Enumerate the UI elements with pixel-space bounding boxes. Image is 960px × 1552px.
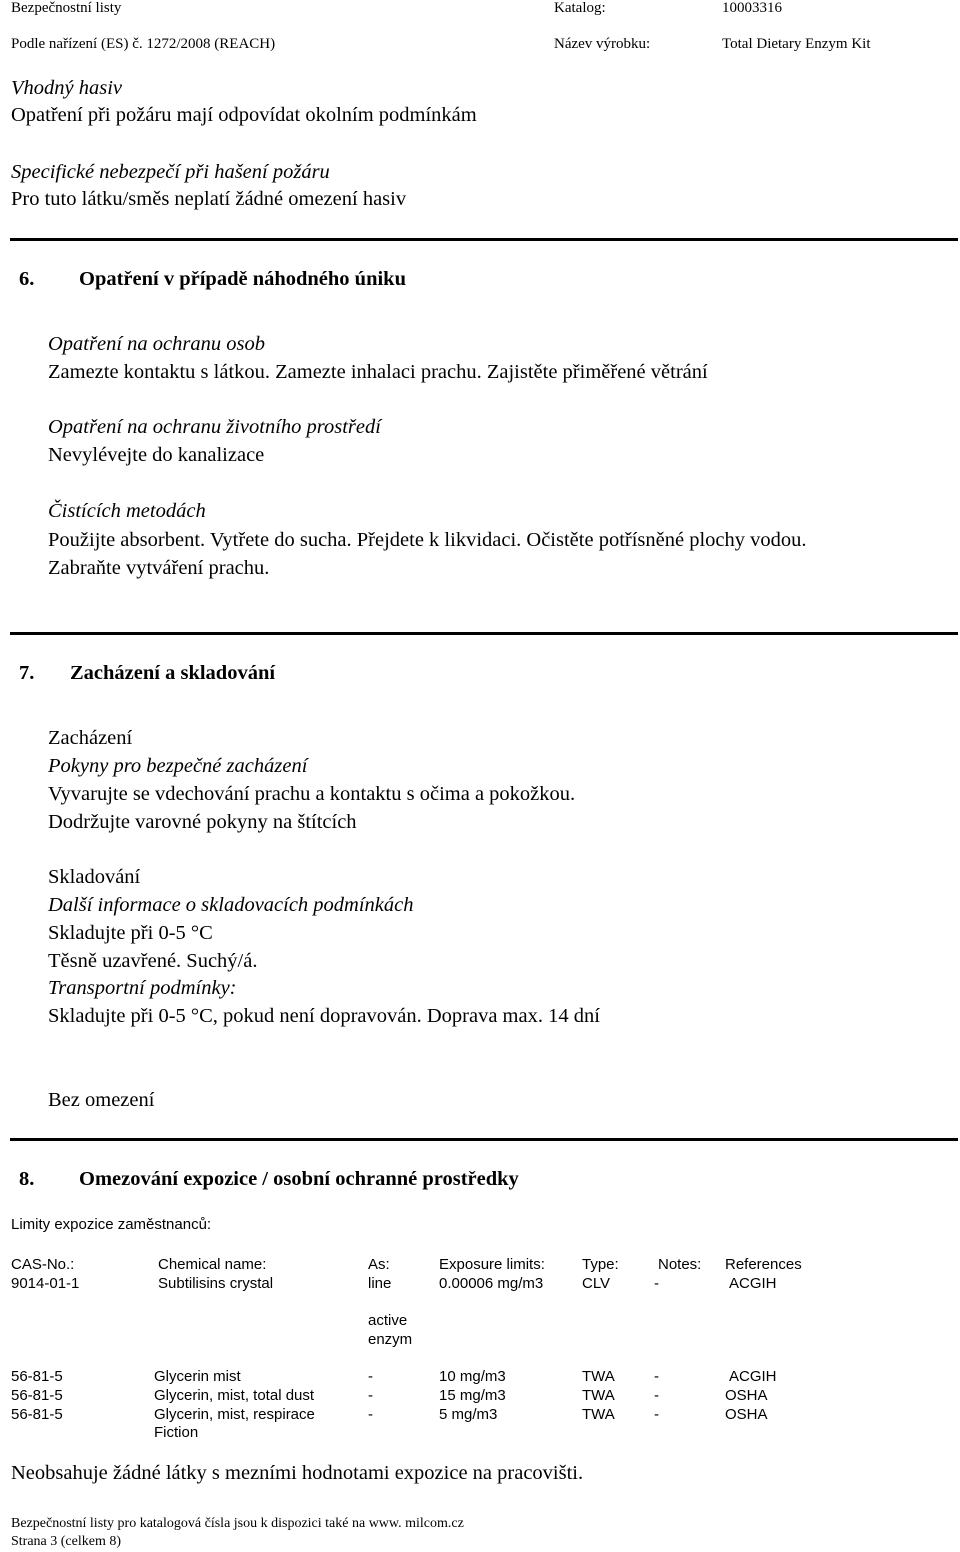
cell-chemical: Glycerin, mist, respirace xyxy=(154,1406,315,1423)
cell-notes: - xyxy=(654,1368,659,1385)
cell-cas: 9014-01-1 xyxy=(11,1275,80,1292)
cell-as-continued: active xyxy=(368,1312,408,1329)
sec7-subheading-safe-handling: Pokyny pro bezpečné zacházení xyxy=(48,755,308,777)
cell-cas: 56-81-5 xyxy=(11,1368,63,1385)
cell-limit: 15 mg/m3 xyxy=(439,1387,506,1404)
sec7-text-no-restriction: Bez omezení xyxy=(48,1089,155,1111)
footer-availability: Bezpečnostní listy pro katalogová čísla jsou k dispozici také na www. milcom.cz xyxy=(11,1516,464,1531)
section-6-title: Opatření v případě náhodného úniku xyxy=(79,268,406,290)
sec6-heading-persons: Opatření na ochranu osob xyxy=(48,333,265,355)
cell-reference: ACGIH xyxy=(729,1368,777,1385)
sec7-heading-storage: Skladování xyxy=(48,866,141,888)
cell-as: - xyxy=(368,1406,373,1423)
cell-cas: 56-81-5 xyxy=(11,1387,63,1404)
col-header-references: References xyxy=(725,1256,802,1273)
cell-limit: 10 mg/m3 xyxy=(439,1368,506,1385)
sec6-text-cleaning-2: Zabraňte vytváření prachu. xyxy=(48,557,270,579)
sec6-text-cleaning-1: Použijte absorbent. Vytřete do sucha. Přejdete k likvidaci. Očistěte potřísněné plochy vodou. xyxy=(48,529,807,551)
header-doc-title: Bezpečnostní listy xyxy=(11,0,122,16)
cell-as: - xyxy=(368,1368,373,1385)
sec7-heading-handling: Zacházení xyxy=(48,727,133,749)
sec7-text-storage-2: Těsně uzavřené. Suchý/á. xyxy=(48,950,258,972)
cell-reference: OSHA xyxy=(725,1387,768,1404)
section-6-number: 6. xyxy=(19,268,35,290)
fire-text-media: Opatření při požáru mají odpovídat okolním podmínkám xyxy=(11,104,477,126)
sec7-text-handling-2: Dodržujte varovné pokyny na štítcích xyxy=(48,811,357,833)
header-catalog-label: Katalog: xyxy=(554,0,606,16)
section-8-number: 8. xyxy=(19,1168,35,1190)
cell-chemical-continued: Fiction xyxy=(154,1424,199,1441)
section-7-number: 7. xyxy=(19,662,35,684)
cell-cas: 56-81-5 xyxy=(11,1406,63,1423)
header-catalog-value: 10003316 xyxy=(722,0,782,16)
sec8-limits-label: Limity expozice zaměstnanců: xyxy=(11,1216,212,1233)
sec7-text-transport: Skladujte při 0-5 °C, pokud není dopravován. Doprava max. 14 dní xyxy=(48,1005,600,1027)
section-divider xyxy=(10,238,958,241)
cell-type: CLV xyxy=(582,1275,611,1292)
col-header-limits: Exposure limits: xyxy=(439,1256,545,1273)
sec6-text-environment: Nevylévejte do kanalizace xyxy=(48,444,265,466)
footer-page-number: Strana 3 (celkem 8) xyxy=(11,1534,122,1549)
cell-chemical: Glycerin mist xyxy=(154,1368,241,1385)
sec7-subheading-storage-conditions: Další informace o skladovacích podmínkách xyxy=(48,894,414,916)
sec7-text-storage-1: Skladujte při 0-5 °C xyxy=(48,922,213,944)
cell-reference: OSHA xyxy=(725,1406,768,1423)
col-header-notes: Notes: xyxy=(658,1256,702,1273)
cell-as-continued: enzym xyxy=(368,1331,413,1348)
sec6-text-persons: Zamezte kontaktu s látkou. Zamezte inhalaci prachu. Zajistěte přiměřené větrání xyxy=(48,361,708,383)
header-regulation: Podle nařízení (ES) č. 1272/2008 (REACH) xyxy=(11,36,276,52)
cell-as: - xyxy=(368,1387,373,1404)
cell-type: TWA xyxy=(582,1406,615,1423)
section-divider xyxy=(10,632,958,635)
fire-heading-hazard: Specifické nebezpečí při hašení požáru xyxy=(11,161,330,183)
sec7-text-handling-1: Vyvarujte se vdechování prachu a kontaktu s očima a pokožkou. xyxy=(48,783,576,805)
col-header-cas: CAS-No.: xyxy=(11,1256,75,1273)
fire-text-hazard: Pro tuto látku/směs neplatí žádné omezení hasiv xyxy=(11,188,407,210)
cell-limit: 5 mg/m3 xyxy=(439,1406,498,1423)
fire-heading-media: Vhodný hasiv xyxy=(11,77,123,99)
sec8-note: Neobsahuje žádné látky s mezními hodnotami expozice na pracovišti. xyxy=(11,1462,584,1484)
cell-type: TWA xyxy=(582,1387,615,1404)
col-header-as: As: xyxy=(368,1256,390,1273)
section-8-title: Omezování expozice / osobní ochranné prostředky xyxy=(79,1168,519,1190)
sec6-heading-environment: Opatření na ochranu životního prostředí xyxy=(48,416,381,438)
sec6-heading-cleaning: Čistících metodách xyxy=(48,500,206,522)
section-7-title: Zacházení a skladování xyxy=(70,662,276,684)
cell-chemical: Subtilisins crystal xyxy=(158,1275,274,1292)
sec7-subheading-transport: Transportní podmínky: xyxy=(48,977,237,999)
cell-chemical: Glycerin, mist, total dust xyxy=(154,1387,315,1404)
cell-notes: - xyxy=(654,1406,659,1423)
section-divider xyxy=(10,1138,958,1141)
cell-type: TWA xyxy=(582,1368,615,1385)
col-header-type: Type: xyxy=(582,1256,619,1273)
header-product-label: Název výrobku: xyxy=(554,36,651,52)
header-product-value: Total Dietary Enzym Kit xyxy=(722,36,871,52)
cell-notes: - xyxy=(654,1387,659,1404)
col-header-chemical: Chemical name: xyxy=(158,1256,267,1273)
cell-limit: 0.00006 mg/m3 xyxy=(439,1275,544,1292)
cell-notes: - xyxy=(654,1275,659,1292)
cell-reference: ACGIH xyxy=(729,1275,777,1292)
cell-as: line xyxy=(368,1275,392,1292)
